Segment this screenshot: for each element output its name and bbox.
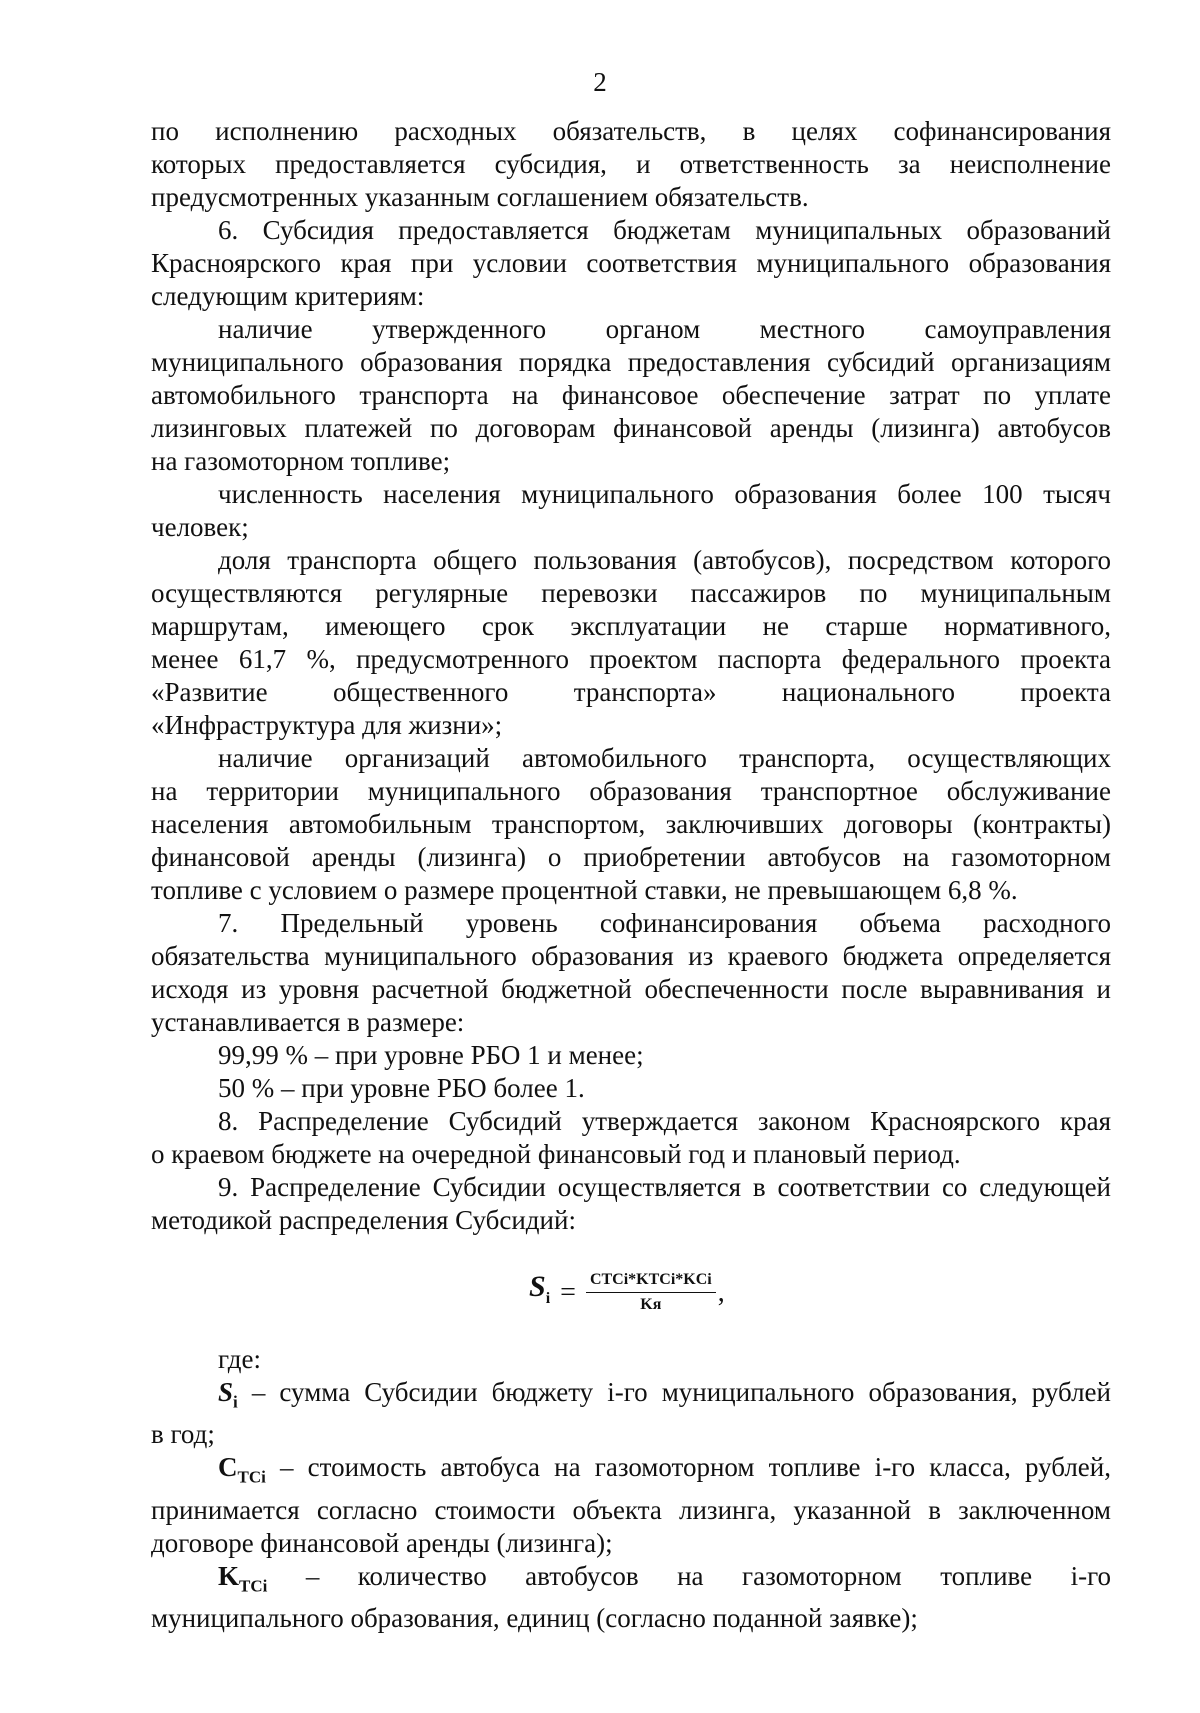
text-line: численность населения муниципального образования более 100 тысяч: [218, 479, 1111, 509]
text-line: о краевом бюджете на очередной финансовый год и плановый период.: [151, 1139, 961, 1169]
text-line: в год;: [151, 1419, 215, 1450]
document-body: [151, 115, 1111, 1635]
where-label: где:: [218, 1344, 261, 1374]
text-line: 6. Субсидия предоставляется бюджетам муниципальных образований: [218, 215, 1111, 245]
formula-denominator: Kя: [640, 1295, 662, 1313]
text-line: 7. Предельный уровень софинансирования объема расходного: [218, 908, 1111, 938]
definition-s: [151, 1376, 1111, 1451]
paragraph-continuation: [151, 115, 1111, 214]
text-line: $K_{TCi}$ – количество автобусов на газомоторном топливе i-го: [218, 1560, 1111, 1596]
criterion-4: [151, 742, 1111, 907]
text-line: доля транспорта общего пользования (автобусов), посредством которого: [218, 545, 1111, 575]
formula-numerator: CТСi*KТСi*KCi: [586, 1271, 716, 1293]
text-line: на территории муниципального образования транспортное обслуживание: [151, 776, 1111, 806]
text-line: методикой распределения Субсидий:: [151, 1205, 576, 1235]
formula-equals: =: [560, 1276, 576, 1308]
paragraph-8: [151, 1105, 1111, 1171]
text-line: предусмотренных указанным соглашением обязательств.: [151, 182, 809, 212]
formula-block: [151, 1237, 1111, 1343]
symbol-s: $S_i$: [218, 1377, 238, 1412]
text-line: $C_{TCi}$ – стоимость автобуса на газомоторном топливе i-го класса, рублей,: [218, 1452, 1111, 1487]
definition-c: [151, 1451, 1111, 1559]
text-line: следующим критериям:: [151, 281, 425, 311]
text-line: договоре финансовой аренды (лизинга);: [151, 1527, 613, 1558]
text-line: финансовой аренды (лизинга) о приобретении автобусов на газомоторном: [151, 842, 1111, 872]
text-line: обязательства муниципального образования из краевого бюджета определяется: [151, 941, 1111, 971]
text-line: по исполнению расходных обязательств, в целях софинансирования: [151, 116, 1111, 146]
cofinancing-level-2: 50 % – при уровне РБО более 1.: [218, 1073, 585, 1103]
text-line: лизинговых платежей по договорам финансовой аренды (лизинга) автобусов: [151, 413, 1111, 443]
formula-comma: ,: [717, 1276, 725, 1308]
paragraph-6: [151, 214, 1111, 313]
text-line: на газомоторном топливе;: [151, 446, 451, 476]
text-line: устанавливается в размере:: [151, 1007, 465, 1037]
formula-fraction: [586, 1271, 716, 1314]
symbol-c: $C_{TCi}$: [218, 1452, 266, 1487]
definition-k: [151, 1560, 1111, 1635]
text-line: $S_i$ – сумма Субсидии бюджету i-го муниципального образования, рублей: [218, 1377, 1111, 1412]
text-line: Красноярского края при условии соответствия муниципального образования: [151, 248, 1111, 278]
formula-lhs: $S_i$: [529, 1269, 551, 1307]
text-line: человек;: [151, 512, 249, 542]
text-line: населения автомобильным транспортом, заключивших договоры (контракты): [151, 809, 1111, 839]
symbol-k: $K_{TCi}$: [218, 1560, 268, 1596]
text-line: наличие организаций автомобильного транспорта, осуществляющих: [218, 743, 1111, 773]
text-line: автомобильного транспорта на финансовое обеспечение затрат по уплате: [151, 380, 1111, 410]
text-line: «Инфраструктура для жизни»;: [151, 710, 503, 740]
page-number: 2: [593, 67, 607, 97]
text-line: менее 61,7 %, предусмотренного проектом паспорта федерального проекта: [151, 644, 1111, 674]
text-line: топливе с условием о размере процентной ставки, не превышающем 6,8 %.: [151, 875, 1018, 905]
text-line: 9. Распределение Субсидии осуществляется в соответствии со следующей: [218, 1172, 1111, 1202]
criterion-3: [151, 544, 1111, 742]
criterion-1: [151, 313, 1111, 478]
text-line: осуществляются регулярные перевозки пассажиров по муниципальным: [151, 578, 1111, 608]
text-line: маршрутам, имеющего срок эксплуатации не старше нормативного,: [151, 611, 1111, 641]
text-line: 8. Распределение Субсидий утверждается законом Красноярского края: [218, 1106, 1111, 1136]
text-line: принимается согласно стоимости объекта лизинга, указанной в заключенном: [151, 1494, 1111, 1525]
cofinancing-level-1: 99,99 % – при уровне РБО 1 и менее;: [218, 1040, 644, 1070]
text-line: муниципального образования порядка предоставления субсидий организациям: [151, 347, 1111, 377]
subsidy-formula: [529, 1267, 725, 1317]
text-line: муниципального образования, единиц (согласно поданной заявке);: [151, 1603, 918, 1634]
paragraph-7: [151, 907, 1111, 1039]
text-line: которых предоставляется субсидия, и ответственность за неисполнение: [151, 149, 1111, 179]
text-line: исходя из уровня расчетной бюджетной обеспеченности после выравнивания и: [151, 974, 1111, 1004]
paragraph-9: [151, 1171, 1111, 1237]
criterion-2: [151, 478, 1111, 544]
text-line: наличие утвержденного органом местного самоуправления: [218, 314, 1111, 344]
text-line: «Развитие общественного транспорта» национального проекта: [151, 677, 1111, 707]
